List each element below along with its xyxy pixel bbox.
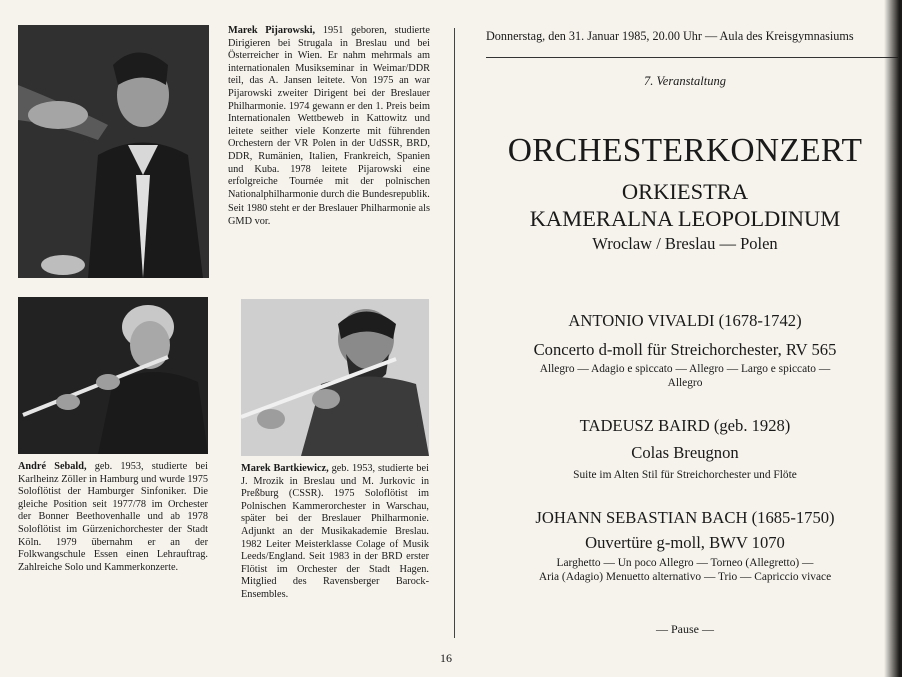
flutist-bartkiewicz-photo bbox=[241, 299, 429, 456]
movements-line: Aria (Adagio) Menuetto alternativo — Trio — Capriccio vivace bbox=[538, 571, 832, 583]
flutist-sebald-photo bbox=[18, 297, 208, 454]
work-title: Ouvertüre g-moll, BWV 1070 bbox=[585, 533, 785, 552]
page-gutter-divider bbox=[454, 28, 455, 638]
ensemble-line-1: ORKIESTRA bbox=[621, 179, 749, 204]
composer-name: JOHANN SEBASTIAN BACH (1685-1750) bbox=[535, 508, 835, 527]
movements-line: Allegro bbox=[667, 377, 703, 389]
composer-name: TADEUSZ BAIRD (geb. 1928) bbox=[579, 416, 791, 435]
bio-bartkiewicz-name: Marek Bartkiewicz, bbox=[241, 463, 329, 474]
bio-bartkiewicz bbox=[241, 463, 429, 602]
program-item bbox=[486, 311, 884, 390]
movements bbox=[486, 362, 884, 390]
bio-bartkiewicz-text: geb. 1953, studierte bei J. Mrozik in Breslau und M. Jurkovic in Preßburg (CSSR). 1975 Soloflötist im Polnischen Kammerorchester in Warschau, später bei der Breslauer Philharmonie. Adjunkt an der Musikakademie Breslau. 1982 Leiter Meisterklasse Colage of Musik Leeds/England. Seit 1983 in der BRD erster Flötist im Orchester der Stadt Hagen. Mitglied des Ravensberger Barock-Ensembles. bbox=[241, 463, 429, 600]
page-number: 16 bbox=[440, 651, 452, 665]
conductor-photo bbox=[18, 25, 209, 278]
movements-line: Larghetto — Un poco Allegro — Torneo (Allegretto) — bbox=[556, 557, 814, 569]
bio-pijarowski-text2: Seit 1980 steht er der Breslauer Philharmonie als GMD vor. bbox=[228, 203, 430, 227]
program-item bbox=[486, 416, 884, 482]
program-item bbox=[486, 508, 884, 584]
movements-line: Allegro — Adagio e spiccato — Allegro — Largo e spiccato — bbox=[539, 363, 831, 375]
work-title: Colas Breugnon bbox=[631, 443, 739, 462]
movements bbox=[486, 468, 884, 482]
bio-sebald-name: André Sebald, bbox=[18, 461, 87, 472]
movements bbox=[486, 556, 884, 584]
movements-line: Suite im Alten Stil für Streichorchester und Flöte bbox=[573, 469, 797, 481]
ensemble-city: Wroclaw / Breslau — Polen bbox=[592, 234, 778, 253]
event-number: 7. Veranstaltung bbox=[644, 74, 726, 88]
ensemble-line-2: KAMERALNA LEOPOLDINUM bbox=[529, 206, 841, 231]
ensemble-name bbox=[486, 178, 884, 232]
concert-title: ORCHESTERKONZERT bbox=[507, 132, 863, 169]
event-date-header: Donnerstag, den 31. Januar 1985, 20.00 Uhr — Aula des Kreisgymnasiums bbox=[486, 29, 854, 43]
bio-sebald bbox=[18, 461, 208, 574]
pause-label: — Pause — bbox=[656, 622, 714, 636]
composer-name: ANTONIO VIVALDI (1678-1742) bbox=[568, 311, 802, 330]
bio-pijarowski bbox=[228, 25, 430, 229]
bio-pijarowski-name: Marek Pijarowski, bbox=[228, 25, 316, 36]
bio-sebald-text: geb. 1953, studierte bei Karlheinz Zöller in Hamburg und wurde 1975 Soloflötist der Hamburger Sinfoniker. Die gleiche Position seit 1977/78 im Orchester der Bonner Beethovenhalle und ab 1978 Soloflötist im Gürzenichorchester der Stadt Köln. 1979 übernahm er an der Folkwangschule Essen einen Lehrauftrag. Zahlreiche Solo und Kammerkonzerte. bbox=[18, 461, 208, 573]
binding-shadow bbox=[884, 0, 902, 677]
work-title: Concerto d-moll für Streichorchester, RV 565 bbox=[533, 340, 837, 359]
header-divider bbox=[486, 57, 898, 58]
bio-pijarowski-text: 1951 geboren, studierte Dirigieren bei Strugala in Breslau und bei Österreicher in Wien. Er nahm mehrmals am internationalen Musikseminar in Weimar/DDR teil, das A. Jansen leitete. Von 1975 an war Pijarowski zweiter Dirigent bei der Breslauer Philharmonie. 1974 gewann er den 1. Preis beim Internationalen Wettbeweb in Kattowitz und leitete seither viele Konzerte mit führenden Orchestern der VR Polen in der UdSSR, BRD, DDR, Rumänien, Italien, Frankreich, Spanien und Kuba. 1978 leitete Pijarowski eine erfolgreiche Tournée mit der polnischen Nationalphilharmonie durch die Bundesrepublik. bbox=[228, 25, 430, 200]
